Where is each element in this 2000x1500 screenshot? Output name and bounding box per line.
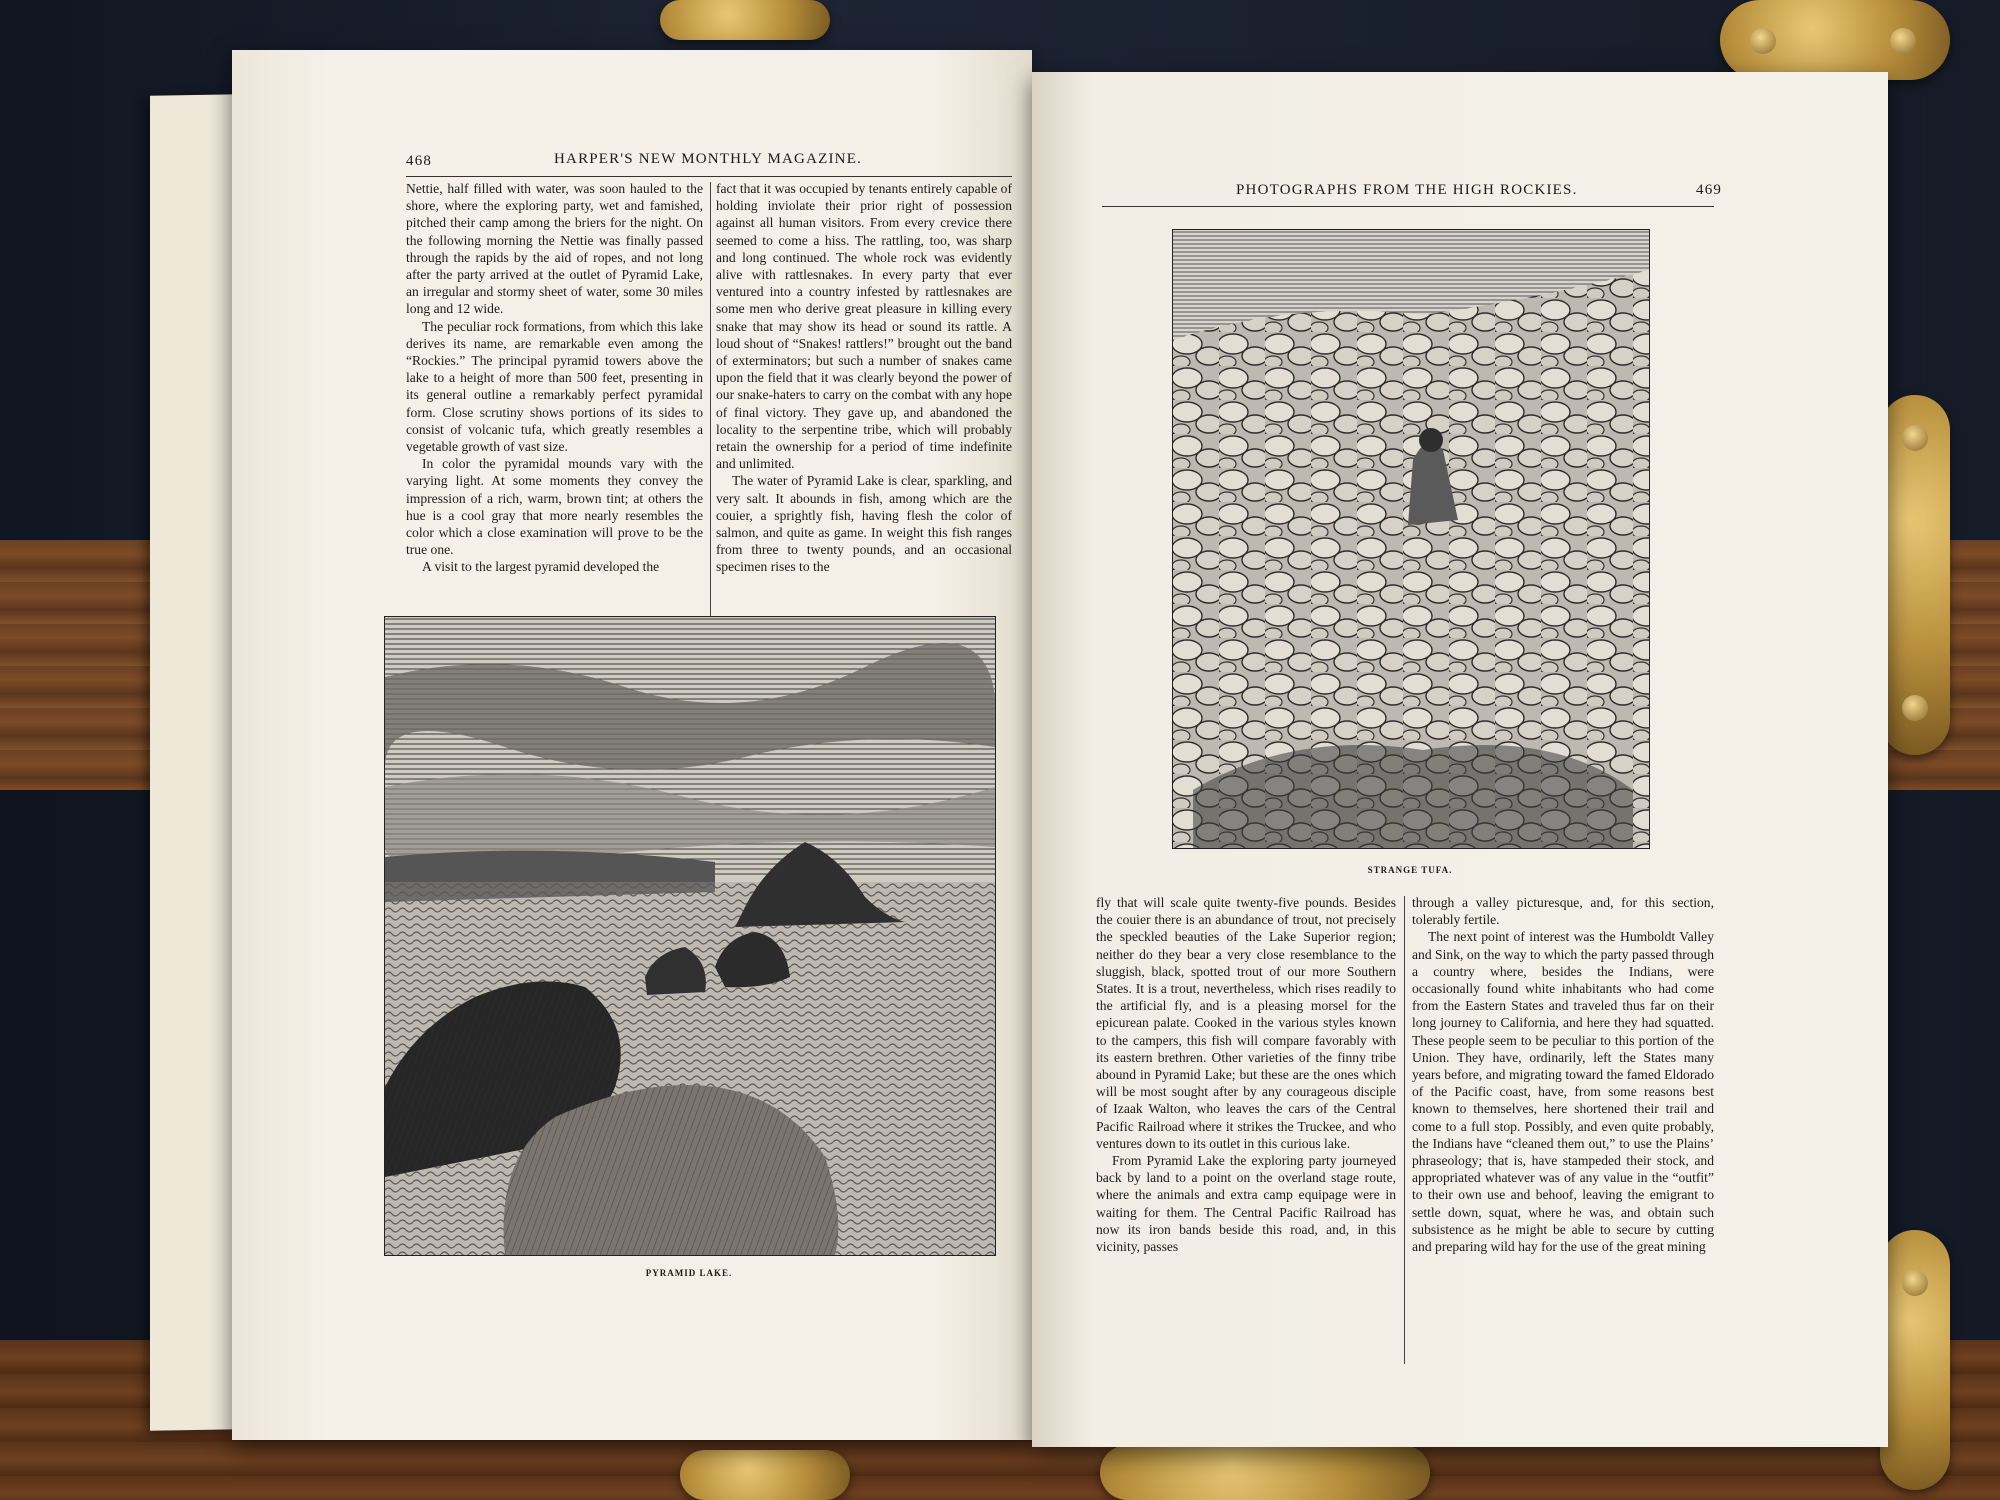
brass-clasp-bottom-right <box>1100 1445 1430 1500</box>
paragraph: A visit to the largest pyramid developed the <box>422 559 660 575</box>
right-column-2 <box>1412 894 1714 1364</box>
brass-clasp-top <box>660 0 830 40</box>
right-page-number: 469 <box>1696 182 1723 198</box>
left-running-head: HARPER'S NEW MONTHLY MAGAZINE. <box>554 151 863 167</box>
brass-hinge-right-lower <box>1880 1230 1950 1490</box>
pyramid-lake-engraving <box>384 616 996 1256</box>
left-head-rule <box>406 176 1012 177</box>
paragraph: fly that will scale quite twenty-five pounds. Besides the couier there is an abundance of trout, not precisely the speckled beauties of the Lake Superior region; neither do they bear a very close resemblance to the sluggish, black, spotted trout of our more Southern States. It is a trout, nevertheless, which rises readily to the artificial fly, and is a pleasing morsel for the epicurean palate. Cooked in the various styles known to the campers, this fish will compare favorably with its eastern brethren. Other varieties of the finny tribe abound in Pyramid Lake; but these are the ones which will be most sought after by any courageous disciple of Izaak Walton, who leaves the cars of the Central Pacific Railroad where it strikes the Truckee, and who ventures down to its outlet in this curious lake. <box>1096 895 1396 1151</box>
paragraph: fact that it was occupied by tenants entirely capable of holding inviolate their prior right of possession against all human visitors. From every crevice there seemed to come a hiss. The rattling, too, was sharp and long continued. The whole rock was evidently alive with rattlesnakes. In every party that ever ventured into a country infested by rattlesnakes are some men who derive great pleasure in killing every snake that may show its head or sound its rattle. A loud shout of “Snakes! rattlers!” brought out the band of exterminators; but such a number of snakes came upon the field that it was clearly beyond the power of our snake-haters to carry on the combat with any hope of final victory. They gave up, and abandoned the locality to the serpentine tribe, which will probably retain the ownership for a period of time indefinite and unlimited. <box>716 181 1012 472</box>
pyramid-lake-caption: PYRAMID LAKE. <box>645 1268 733 1278</box>
paragraph: The next point of interest was the Humboldt Valley and Sink, on the way to which the party passed through a country where, besides the Indians, were occasionally found white inhabitants who had come from the Eastern States and traveled thus far on their long journey to California, and here they had squatted. These people seem to be peculiar to this portion of the Union. They have, ordinarily, left the States many years before, and migrating toward the famed Eldorado of the Pacific coast, have, from some reasons best known to themselves, here shortened their trail and come to a full stop. Possibly, and even quite probably, the Indians have “cleaned them out,” to use the Plains’ phraseology; that is, have stampeded their stock, and appropriated whatever was of any value in the “outfit” to their own use and behoof, leaving the emigrant to settle down, squat, where he was, and obtain such subsistence as he might be able to secure by cutting and preparing wild hay for the use of the great mining <box>1412 929 1714 1255</box>
loose-back-sheet <box>150 94 240 1431</box>
paragraph: The peculiar rock formations, from which this lake derives its name, are remarkable even among the “Rockies.” The principal pyramid towers above the lake to a height of more than 500 feet, presenting in its general outline a remarkably perfect pyramidal form. Close scrutiny shows portions of its sides to consist of volcanic tufa, which greatly resembles a vegetable growth of vast size. <box>406 318 703 455</box>
paragraph: In color the pyramidal mounds vary with the varying light. At some moments they convey the impression of a rich, warm, brown tint; at others the hue is a cool gray that more nearly resembles the color which a close examination will prove to be the true one. <box>406 456 703 558</box>
brass-clasp-bottom-left <box>680 1450 850 1500</box>
left-page <box>232 50 1032 1440</box>
right-column-rule <box>1404 896 1405 1364</box>
right-page <box>1032 72 1888 1447</box>
strange-tufa-engraving <box>1172 229 1650 849</box>
left-page-number: 468 <box>406 153 433 169</box>
paragraph: From Pyramid Lake the exploring party journeyed back by land to a point on the overland stage route, where the animals and extra camp equipage were in waiting for them. The Central Pacific Railroad has now its iron bands beside this road, and, in this vicinity, passes <box>1096 1153 1396 1255</box>
paragraph: The water of Pyramid Lake is clear, sparkling, and very salt. It abounds in fish, among which are the couier, a sprightly fish, having flesh the color of salmon, and quite as game. In weight this fish ranges from three to twenty pounds, and an occasional specimen rises to the <box>716 473 1012 575</box>
paragraph: through a valley picturesque, and, for this section, tolerably fertile. <box>1412 895 1714 928</box>
brass-hinge-top <box>1720 0 1950 80</box>
strange-tufa-caption: STRANGE TUFA. <box>1367 865 1453 875</box>
left-column-2 <box>716 180 1012 650</box>
brass-hinge-right-upper <box>1880 395 1950 755</box>
paragraph: Nettie, half filled with water, was soon hauled to the shore, where the exploring party, wet and famished, pitched their camp among the briers for the night. On the following morning the Nettie was finally passed through the rapids by the aid of ropes, and not long after the party arrived at the outlet of Pyramid Lake, an irregular and stormy sheet of water, some 30 miles long and 12 wide. <box>406 181 703 317</box>
left-column-1 <box>406 180 703 642</box>
right-column-1 <box>1096 894 1396 1364</box>
right-head-rule <box>1102 206 1714 207</box>
right-running-head: PHOTOGRAPHS FROM THE HIGH ROCKIES. <box>1236 182 1578 198</box>
left-column-rule <box>710 182 711 642</box>
